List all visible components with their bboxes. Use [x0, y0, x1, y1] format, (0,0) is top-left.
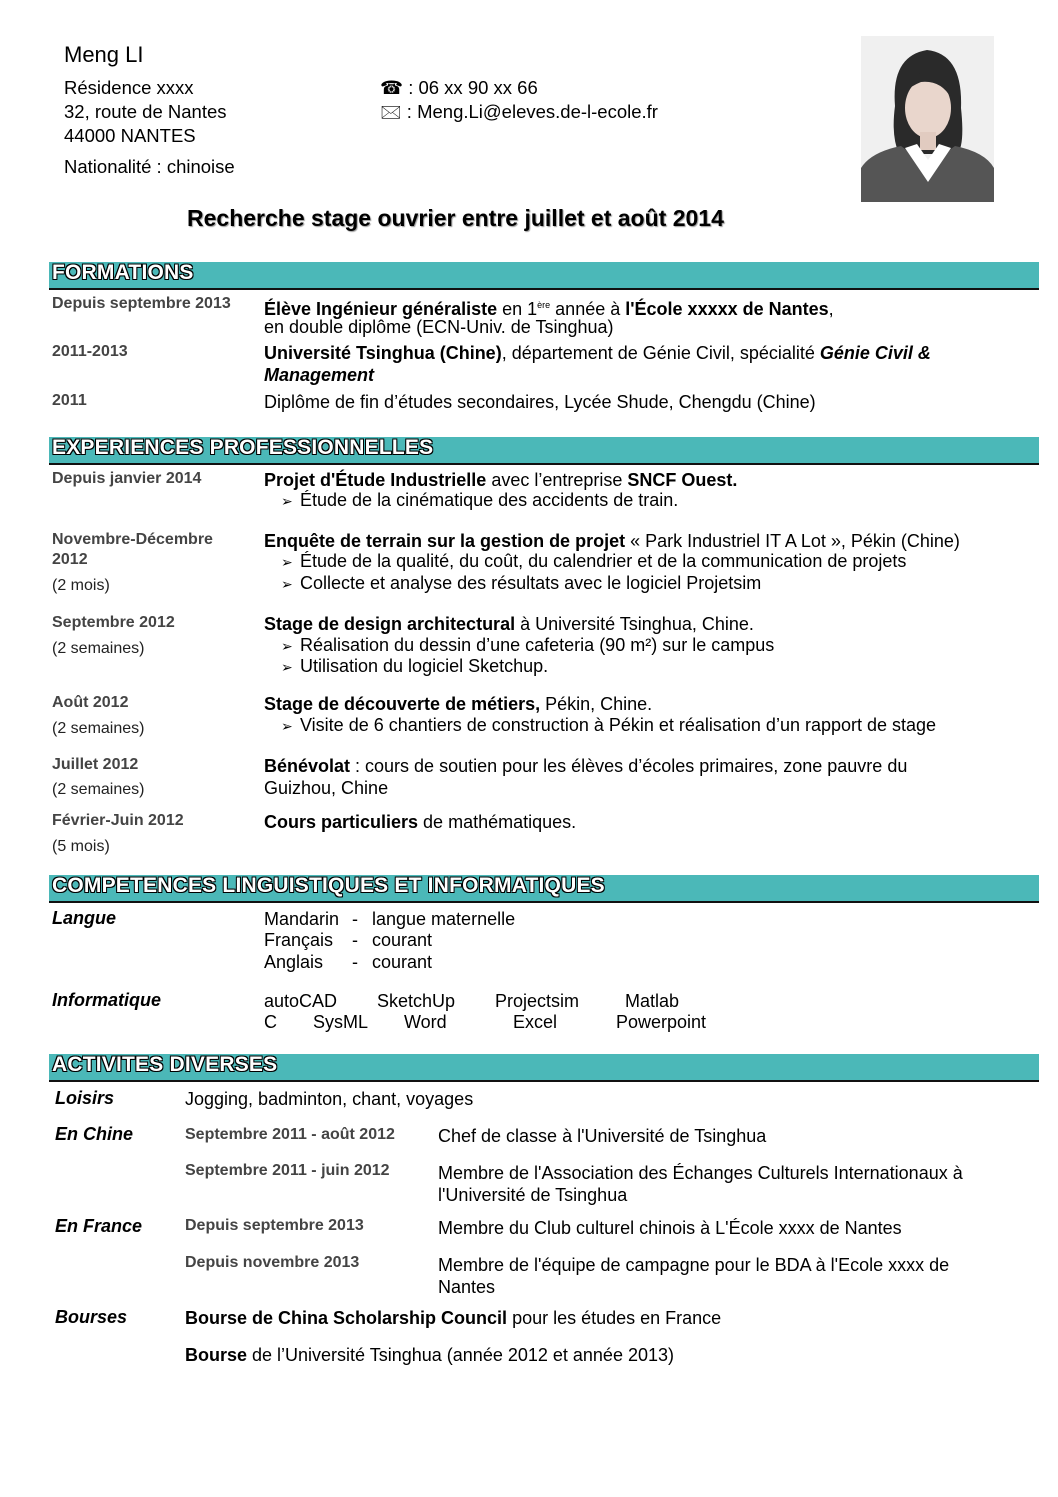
- activity-text: Membre de l'Association des Échanges Culturels Internationaux à: [438, 1163, 963, 1183]
- langue-sep: -: [352, 909, 358, 929]
- formation-entry: Université Tsinghua (Chine), département de Génie Civil, spécialité Génie Civil &: [264, 343, 931, 363]
- langue-sep: -: [352, 930, 358, 950]
- phone-icon: ☎: [380, 77, 404, 98]
- langue-level: langue maternelle: [372, 909, 516, 929]
- experience-duration: (2 mois): [52, 577, 110, 594]
- langue-name: Mandarin: [264, 909, 340, 929]
- langue-level: courant: [372, 952, 433, 972]
- section-title: FORMATIONS: [52, 261, 194, 284]
- formation-entry-line2: en double diplôme (ECN-Univ. de Tsinghua): [264, 317, 614, 337]
- experience-date: Novembre-Décembre: [52, 531, 213, 548]
- activity-date: Septembre 2011 - juin 2012: [185, 1162, 390, 1179]
- objective-title: Recherche stage ouvrier entre juillet et août 2014: [187, 205, 724, 231]
- arrow-bullet-icon: ➢: [281, 576, 293, 592]
- langue-level: courant: [372, 930, 433, 950]
- experience-entry: Stage de découverte de métiers, Pékin, Chine.: [264, 694, 653, 714]
- chine-label: En Chine: [55, 1124, 134, 1144]
- langue-name: Français: [264, 930, 334, 950]
- address-line-3: 44000 NANTES: [64, 125, 196, 146]
- bourse-entry: Bourse de China Scholarship Council pour les études en France: [185, 1308, 722, 1328]
- software-item: Projectsim: [495, 991, 580, 1011]
- activity-date: Depuis novembre 2013: [185, 1254, 360, 1271]
- langue-sep: -: [352, 952, 358, 972]
- activity-date: Depuis septembre 2013: [185, 1217, 364, 1234]
- software-item: autoCAD: [264, 991, 338, 1011]
- experience-bullet: ➢ Visite de 6 chantiers de construction à Pékin et réalisation d’un rapport de stage: [281, 715, 937, 735]
- experience-entry: Stage de design architectural à Université Tsinghua, Chine.: [264, 614, 754, 634]
- portrait-photo: [861, 36, 994, 202]
- activity-text: Membre du Club culturel chinois à L'École xxxx de Nantes: [438, 1218, 902, 1238]
- experience-date: Août 2012: [52, 694, 129, 711]
- address-line-2: 32, route de Nantes: [64, 101, 227, 122]
- section-formations: [49, 262, 1039, 290]
- arrow-bullet-icon: ➢: [281, 493, 293, 509]
- software-item: SysML: [313, 1012, 369, 1032]
- experience-entry-line2: Guizhou, Chine: [264, 778, 389, 798]
- software-item: Powerpoint: [616, 1012, 707, 1032]
- formation-date: 2011-2013: [52, 343, 128, 360]
- bourse-entry: Bourse de l’Université Tsinghua (année 2012 et année 2013): [185, 1345, 674, 1365]
- software-item: C: [264, 1012, 277, 1032]
- section-title: ACTIVITES DIVERSES: [52, 1053, 278, 1076]
- experience-date-line2: 2012: [52, 551, 88, 568]
- experience-entry: Projet d'Étude Industrielle avec l’entreprise SNCF Ouest.: [264, 470, 738, 490]
- activity-text-line2: l'Université de Tsinghua: [438, 1185, 628, 1205]
- arrow-bullet-icon: ➢: [281, 638, 293, 654]
- formation-date: 2011: [52, 392, 87, 409]
- activity-text-line2: Nantes: [438, 1277, 496, 1297]
- experience-bullet: ➢ Réalisation du dessin d’une cafeteria (90 m²) sur le campus: [281, 635, 775, 655]
- section-title: COMPETENCES LINGUISTIQUES ET INFORMATIQUES: [52, 874, 605, 897]
- arrow-bullet-icon: ➢: [281, 659, 293, 675]
- activity-text: Membre de l'équipe de campagne pour le BDA à l'Ecole xxxx de: [438, 1255, 950, 1275]
- experience-date: Juillet 2012: [52, 756, 139, 773]
- experience-bullet: ➢ Étude de la cinématique des accidents de train.: [281, 490, 679, 510]
- experience-bullet: ➢ Collecte et analyse des résultats avec le logiciel Projetsim: [281, 573, 762, 593]
- phone-number: : 06 xx 90 xx 66: [408, 77, 538, 98]
- experience-bullet: ➢ Utilisation du logiciel Sketchup.: [281, 656, 549, 676]
- activity-date: Septembre 2011 - août 2012: [185, 1126, 395, 1143]
- arrow-bullet-icon: ➢: [281, 554, 293, 570]
- phone-line: [380, 76, 538, 100]
- software-item: Word: [404, 1012, 447, 1032]
- software-item: Matlab: [625, 991, 680, 1011]
- formation-date: Depuis septembre 2013: [52, 295, 231, 312]
- software-item: SketchUp: [377, 991, 456, 1011]
- formation-entry: Diplôme de fin d’études secondaires, Lycée Shude, Chengdu (Chine): [264, 392, 816, 412]
- address-line-1: Résidence xxxx: [64, 77, 194, 98]
- experience-date: Depuis janvier 2014: [52, 470, 202, 487]
- france-label: En France: [55, 1216, 143, 1236]
- experience-duration: (5 mois): [52, 838, 110, 855]
- section-competences: [49, 875, 1039, 903]
- section-experiences: [49, 437, 1039, 465]
- informatique-label: Informatique: [52, 990, 162, 1010]
- activity-text: Chef de classe à l'Université de Tsinghua: [438, 1126, 767, 1146]
- langue-name: Anglais: [264, 952, 324, 972]
- portrait-icon: [861, 36, 994, 202]
- experience-entry: Bénévolat : cours de soutien pour les élèves d’écoles primaires, zone pauvre du: [264, 756, 908, 776]
- section-title: EXPERIENCES PROFESSIONNELLES: [52, 436, 434, 459]
- experience-duration: (2 semaines): [52, 640, 145, 657]
- experience-duration: (2 semaines): [52, 781, 145, 798]
- email-address: : Meng.Li@eleves.de-l-ecole.fr: [406, 101, 658, 122]
- email-line: [380, 100, 658, 125]
- experience-entry: Enquête de terrain sur la gestion de projet « Park Industriel IT A Lot », Pékin (Chine): [264, 531, 960, 551]
- nationality: Nationalité : chinoise: [64, 156, 235, 177]
- software-item: Excel: [513, 1012, 558, 1032]
- experience-entry: Cours particuliers de mathématiques.: [264, 812, 577, 832]
- formation-entry-line2: Management: [264, 365, 375, 385]
- bourses-label: Bourses: [55, 1307, 128, 1327]
- loisirs-text: Jogging, badminton, chant, voyages: [185, 1089, 474, 1109]
- arrow-bullet-icon: ➢: [281, 718, 293, 734]
- section-activites: [49, 1054, 1039, 1082]
- envelope-icon: 🖂: [380, 102, 402, 123]
- candidate-name: Meng LI: [64, 42, 144, 67]
- experience-bullet: ➢ Étude de la qualité, du coût, du calendrier et de la communication de projets: [281, 551, 907, 571]
- experience-duration: (2 semaines): [52, 720, 145, 737]
- experience-date: Septembre 2012: [52, 614, 175, 631]
- experience-date: Février-Juin 2012: [52, 812, 184, 829]
- formation-entry: Élève Ingénieur généraliste en 1ère année à l'École xxxxx de Nantes,: [264, 299, 834, 319]
- loisirs-label: Loisirs: [55, 1088, 115, 1108]
- langue-label: Langue: [52, 908, 117, 928]
